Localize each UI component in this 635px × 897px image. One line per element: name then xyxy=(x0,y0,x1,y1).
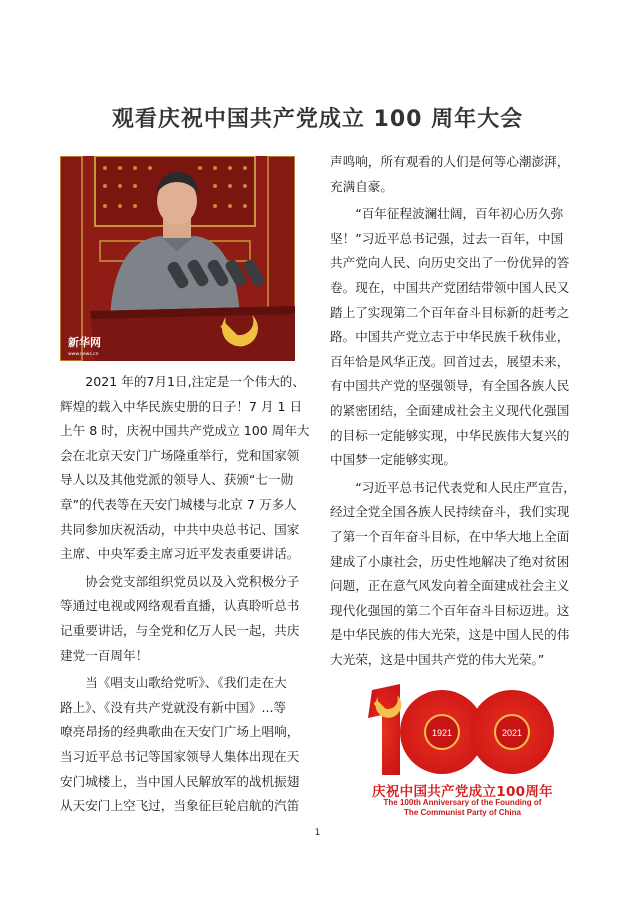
text-line: 从天安门上空飞过，当象征巨轮启航的汽笛 xyxy=(60,798,300,814)
text-line: 有中国共产党的坚强领导，有全国各族人民 xyxy=(330,378,570,394)
text-line: 当习近平总书记等国家领导人集体出现在天 xyxy=(60,748,300,764)
right-column xyxy=(330,150,585,672)
text-line: 百年恰是风华正茂。回首过去，展望未来， xyxy=(330,353,570,369)
logo-title-en-line2: The Communist Party of China xyxy=(404,808,521,817)
text-line: 的目标一定能够实现，中华民族伟大复兴的 xyxy=(330,427,570,443)
text-line: 了第一个百年奋斗目标，在中华大地上全面 xyxy=(330,528,570,544)
text-line: 协会党支部组织党员以及入党积极分子 xyxy=(60,573,300,589)
text-line: 上午 8 时，庆祝中国共产党成立 100 周年大 xyxy=(60,423,310,439)
text-line: 建党一百周年！ xyxy=(60,647,149,663)
watermark-cn: 新华网 xyxy=(68,336,101,349)
text-line: 当《唱支山歌给党听》、《我们走在大 xyxy=(60,675,287,691)
text-line: 经过全党全国各族人民持续奋斗，我们实现 xyxy=(330,504,570,520)
page-number: 1 xyxy=(314,828,321,838)
text-line: 章”的代表等在天安门城楼与北京 7 万多人 xyxy=(60,496,297,512)
text-line: 共同参加庆祝活动，中共中央总书记、国家 xyxy=(60,521,300,537)
logo-title-en xyxy=(355,798,570,818)
page-title: 观看庆祝中国共产党成立 100 周年大会 xyxy=(111,107,524,132)
text-line: 共产党向人民、向历史交出了一份优异的答 xyxy=(330,255,570,271)
text-line: 声鸣响，所有观看的人们是何等心潮澎湃， xyxy=(330,154,570,169)
text-line: 安门城楼上，当中国人民解放军的战机振翅 xyxy=(60,773,300,789)
text-line: “习近平总书记代表党和人民庄严宣告， xyxy=(330,479,576,495)
text-line: 建成了小康社会，历史性地解决了绝对贫困 xyxy=(330,553,570,569)
text-line: 中国梦一定能够实现。 xyxy=(330,452,456,468)
speech-photo-illustration xyxy=(60,156,295,361)
text-line: 会在北京天安门广场隆重举行，党和国家领 xyxy=(60,447,300,463)
text-line: 主席、中央军委主席习近平发表重要讲话。 xyxy=(60,546,300,562)
centenary-logo-graphic xyxy=(360,680,565,780)
text-line: 坚！”习近平总书记强，过去一百年，中国 xyxy=(330,230,564,246)
watermark-en: www.news.cn xyxy=(68,352,99,357)
text-line: 问题，正在意气风发向着全面建成社会主义 xyxy=(330,578,570,594)
text-line: 导人以及其他党派的领导人、获颁“七一勋 xyxy=(60,472,294,488)
text-line: “百年征程波澜壮阔，百年初心历久弥 xyxy=(330,206,564,222)
text-line: 卷。现在，中国共产党团结带领中国人民又 xyxy=(330,279,570,295)
digit-one-shape xyxy=(368,684,400,775)
year-start: 1921 xyxy=(431,728,453,738)
left-column xyxy=(60,370,308,819)
text-line: 的紧密团结，全面建成社会主义现代化强国 xyxy=(330,402,570,418)
text-line: 充满自豪。 xyxy=(330,178,393,194)
text-line: 是中华民族的伟大光荣，这是中国人民的伟 xyxy=(330,627,570,643)
text-line: 记重要讲话，与全党和亿万人民一起，共庆 xyxy=(60,622,300,638)
text-line: 现代化强国的第二个百年奋斗目标迈进。这 xyxy=(330,602,570,618)
text-line: 嘹亮昂扬的经典歌曲在天安门广场上唱响， xyxy=(60,724,300,740)
text-line: 路上》、《没有共产党就没有新中国》...等 xyxy=(60,699,287,715)
text-line: 路。中国共产党立志于中华民族千秋伟业， xyxy=(330,329,570,345)
logo-title-en-line1: The 100th Anniversary of the Founding of xyxy=(383,798,542,807)
text-line: 辉煌的载入中华民族史册的日子！7 月 1 日 xyxy=(60,398,303,414)
year-end: 2021 xyxy=(501,728,523,738)
text-line: 等通过电视或网络观看直播，认真聆听总书 xyxy=(60,598,300,614)
text-line: 大光荣，这是中国共产党的伟大光荣。” xyxy=(330,651,545,667)
text-line: 踏上了实现第二个百年奋斗目标新的赶考之 xyxy=(330,304,570,320)
speech-photo xyxy=(60,156,295,361)
text-line: 2021 年的7月1日,注定是一个伟大的、 xyxy=(60,374,305,389)
logo-title-cn: 庆祝中国共产党成立100周年 xyxy=(372,784,553,800)
